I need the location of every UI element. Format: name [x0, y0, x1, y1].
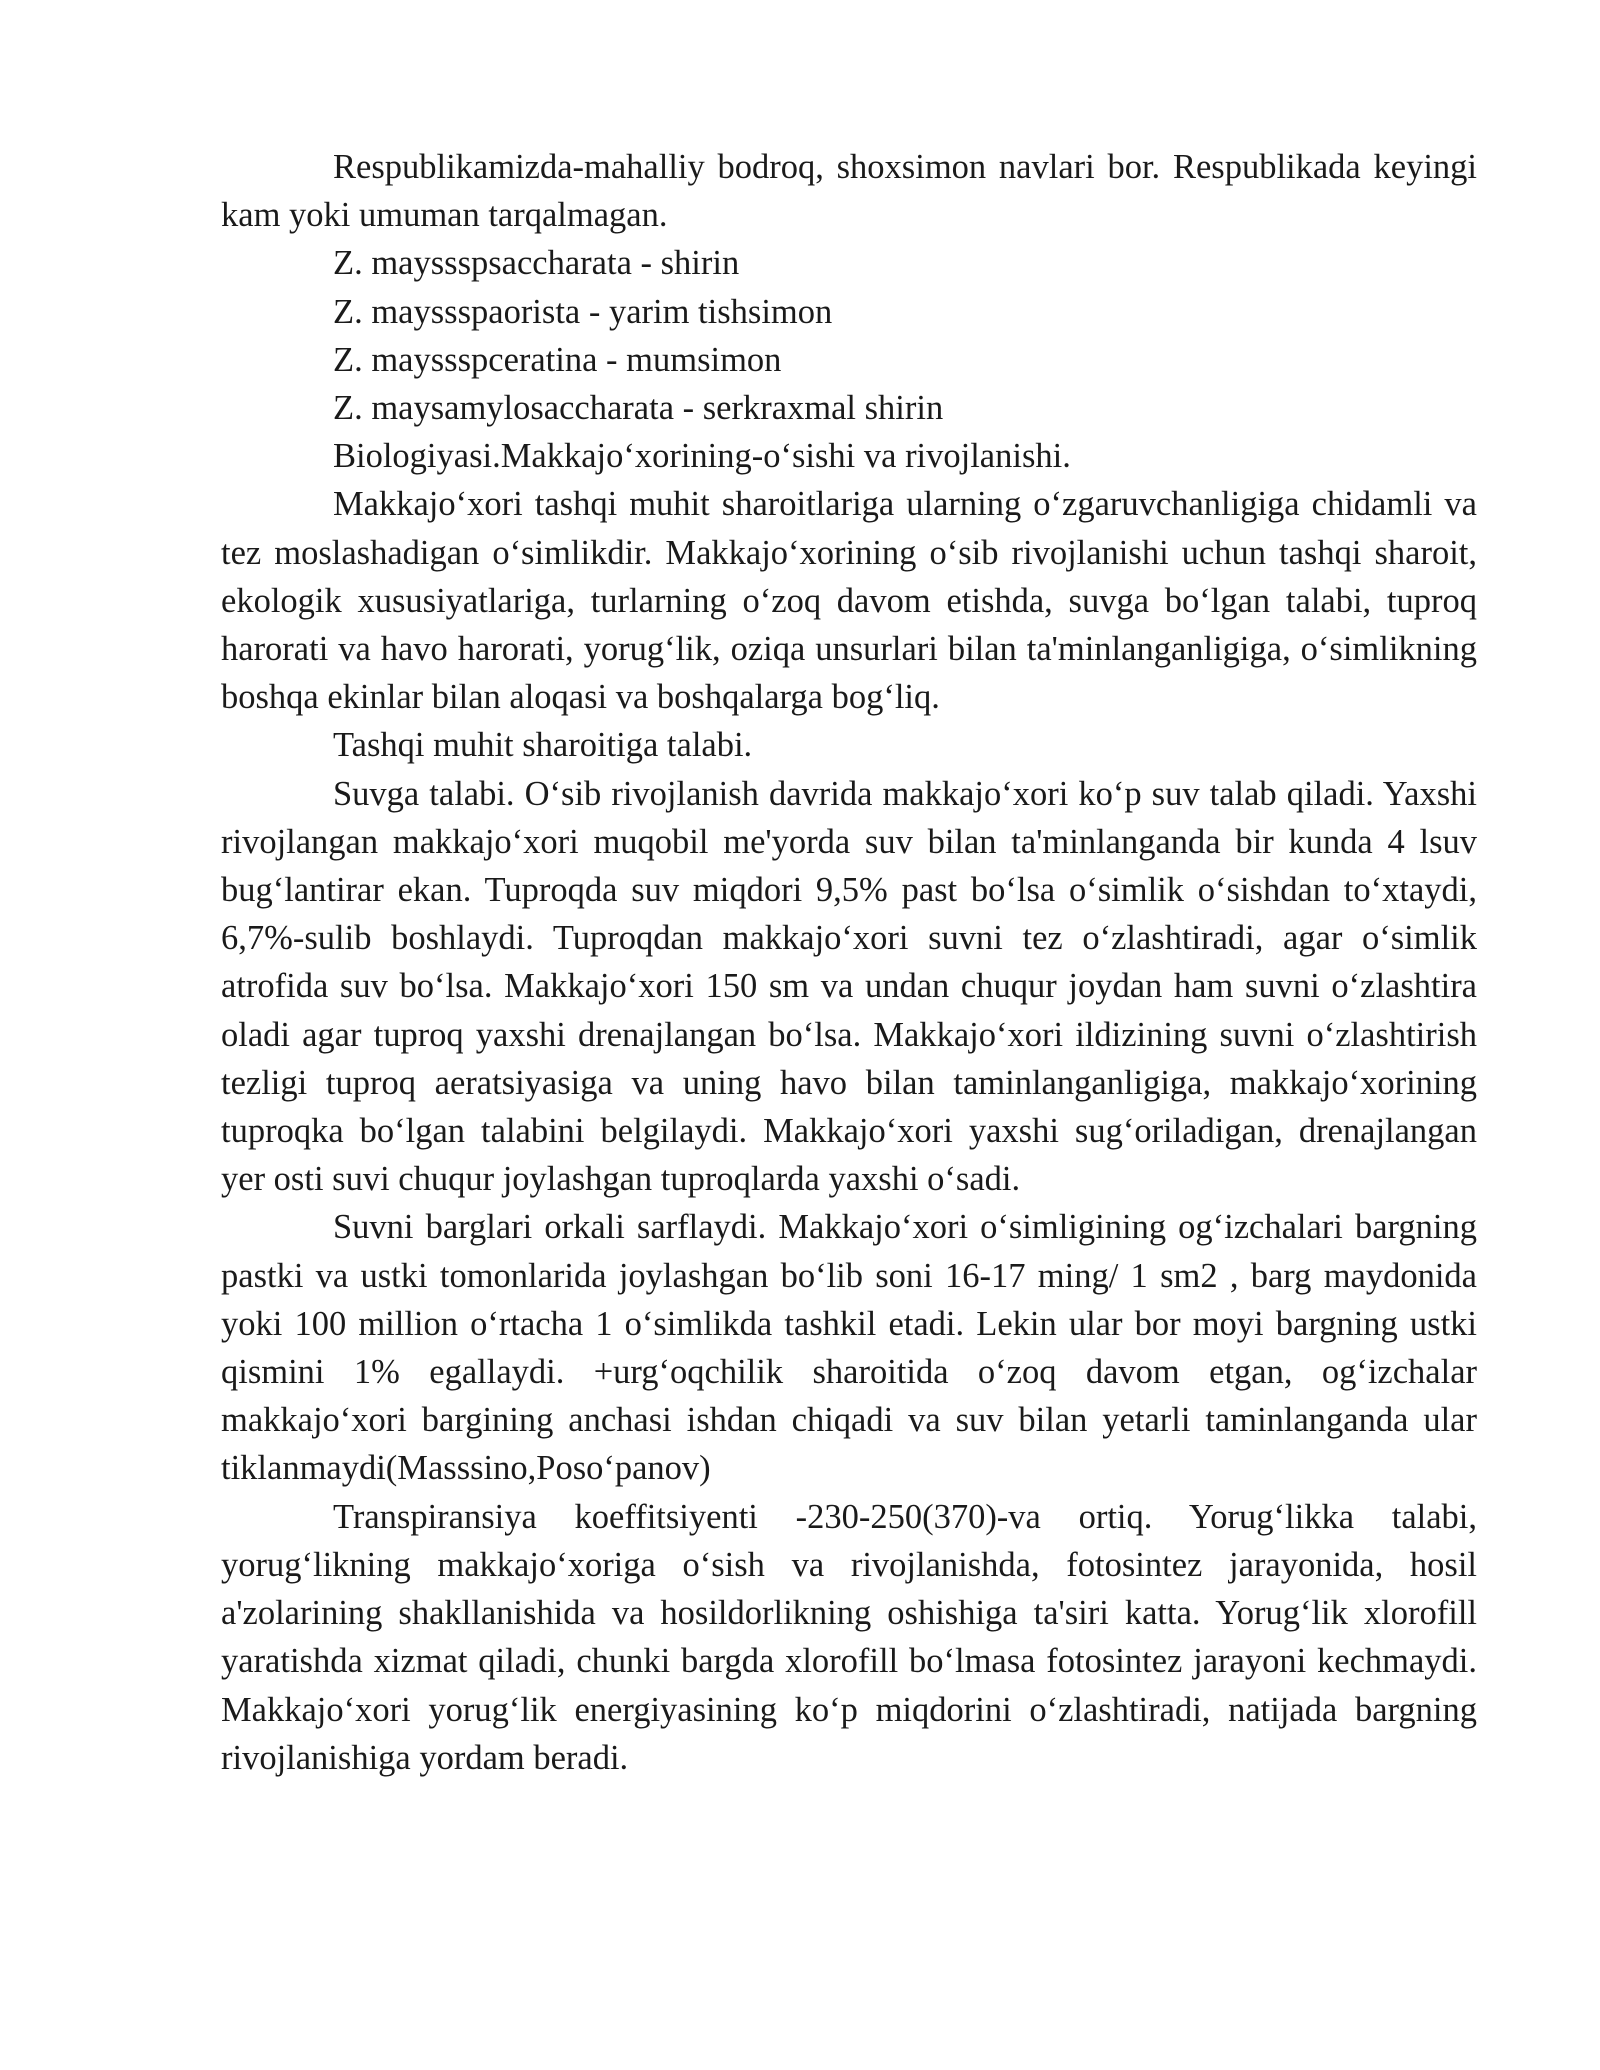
paragraph-transpiration-light: Transpiransiya koeffitsiyenti -230-250(370)-va ortiq. Yorug‘likka talabi, yorug‘likning makkajo‘xoriga o‘sish va rivojlanishda, fotosintez jarayonida, hosil a'zolarining shakllanishida va hosildorlikning oshishiga ta'siri katta. Yorug‘lik xlorofill yaratishda xizmat qiladi, chunki bargda xlorofill bo‘lmasa fotosintez jarayoni kechmaydi. Makkajo‘xori yorug‘lik energiyasining ko‘p miqdorini o‘zlashtiradi, natijada bargning rivojlanishiga yordam beradi.: [221, 1497, 1477, 1777]
paragraph-water-requirement: Suvga talabi. O‘sib rivojlanish davrida makkajo‘xori ko‘p suv talab qiladi. Yaxshi rivojlangan makkajo‘xori muqobil me'yorda suv bilan ta'minlanganda bir kunda 4 lsuv bug‘lantirar ekan. Tuproqda suv miqdori 9,5% past bo‘lsa o‘simlik o‘sishdan to‘xtaydi, 6,7%-sulib boshlaydi. Tuproqdan makkajo‘xori suvni tez o‘zlashtiradi, agar o‘simlik atrofida suv bo‘lsa. Makkajo‘xori 150 sm va undan chuqur joydan ham suvni o‘zlashtira oladi agar tuproq yaxshi drenajlangan bo‘lsa. Makkajo‘xori ildizining suvni o‘zlashtirish tezligi tuproq aeratsiyasiga va uning havo bilan taminlanganligiga, makkajo‘xorining tuproqka bo‘lgan talabini belgilaydi. Makkajo‘xori yaxshi sug‘oriladigan, drenajlangan yer osti suvi chuqur joylashgan tuproqlarda yaxshi o‘sadi.: [221, 774, 1477, 1199]
variety-item-amylosaccharata: Z. maysamylosaccharata - serkraxmal shirin: [333, 389, 944, 428]
paragraph-environment: Makkajo‘xori tashqi muhit sharoitlariga ularning o‘zgaruvchanligiga chidamli va tez moslashadigan o‘simlikdir. Makkajo‘xorining o‘sib rivojlanishi uchun tashqi sharoit, ekologik xususiyatlariga, turlarning o‘zoq davom etishda, suvga bo‘lgan talabi, tuproq harorati va havo harorati, yorug‘lik, oziqa unsurlari bilan ta'minlanganligiga, o‘simlikning boshqa ekinlar bilan aloqasi va boshqalarga bog‘liq.: [221, 485, 1477, 717]
variety-item-aorista: Z. mayssspaorista - yarim tishsimon: [333, 292, 833, 331]
document-page: [221, 143, 1477, 1782]
variety-item-saccharata: Z. mayssspsaccharata - shirin: [333, 244, 740, 283]
paragraph-intro: Respublikamizda-mahalliy bodroq, shoxsimon navlari bor. Respublikada keyingi kam yoki umuman tarqalmagan.: [221, 148, 1477, 235]
section-heading-biology: Biologiyasi.Makkajo‘xorining-o‘sishi va rivojlanishi.: [333, 437, 1071, 476]
paragraph-leaf-water-use: Suvni barglari orkali sarflaydi. Makkajo‘xori o‘simligining og‘izchalari bargning pastki va ustki tomonlarida joylashgan bo‘lib soni 16-17 ming/ 1 sm2 , barg maydonida yoki 100 million o‘rtacha 1 o‘simlikda tashkil etadi. Lekin ular bor moyi bargning ustki qismini 1% egallaydi. +urg‘oqchilik sharoitida o‘zoq davom etgan, og‘izchalar makkajo‘xori bargining anchasi ishdan chiqadi va suv bilan yetarli taminlanganda ular tiklanmaydi(Masssino,Poso‘panov): [221, 1208, 1477, 1488]
variety-item-ceratina: Z. mayssspceratina - mumsimon: [333, 340, 782, 379]
section-heading-environment-requirements: Tashqi muhit sharoitiga talabi.: [333, 726, 753, 765]
